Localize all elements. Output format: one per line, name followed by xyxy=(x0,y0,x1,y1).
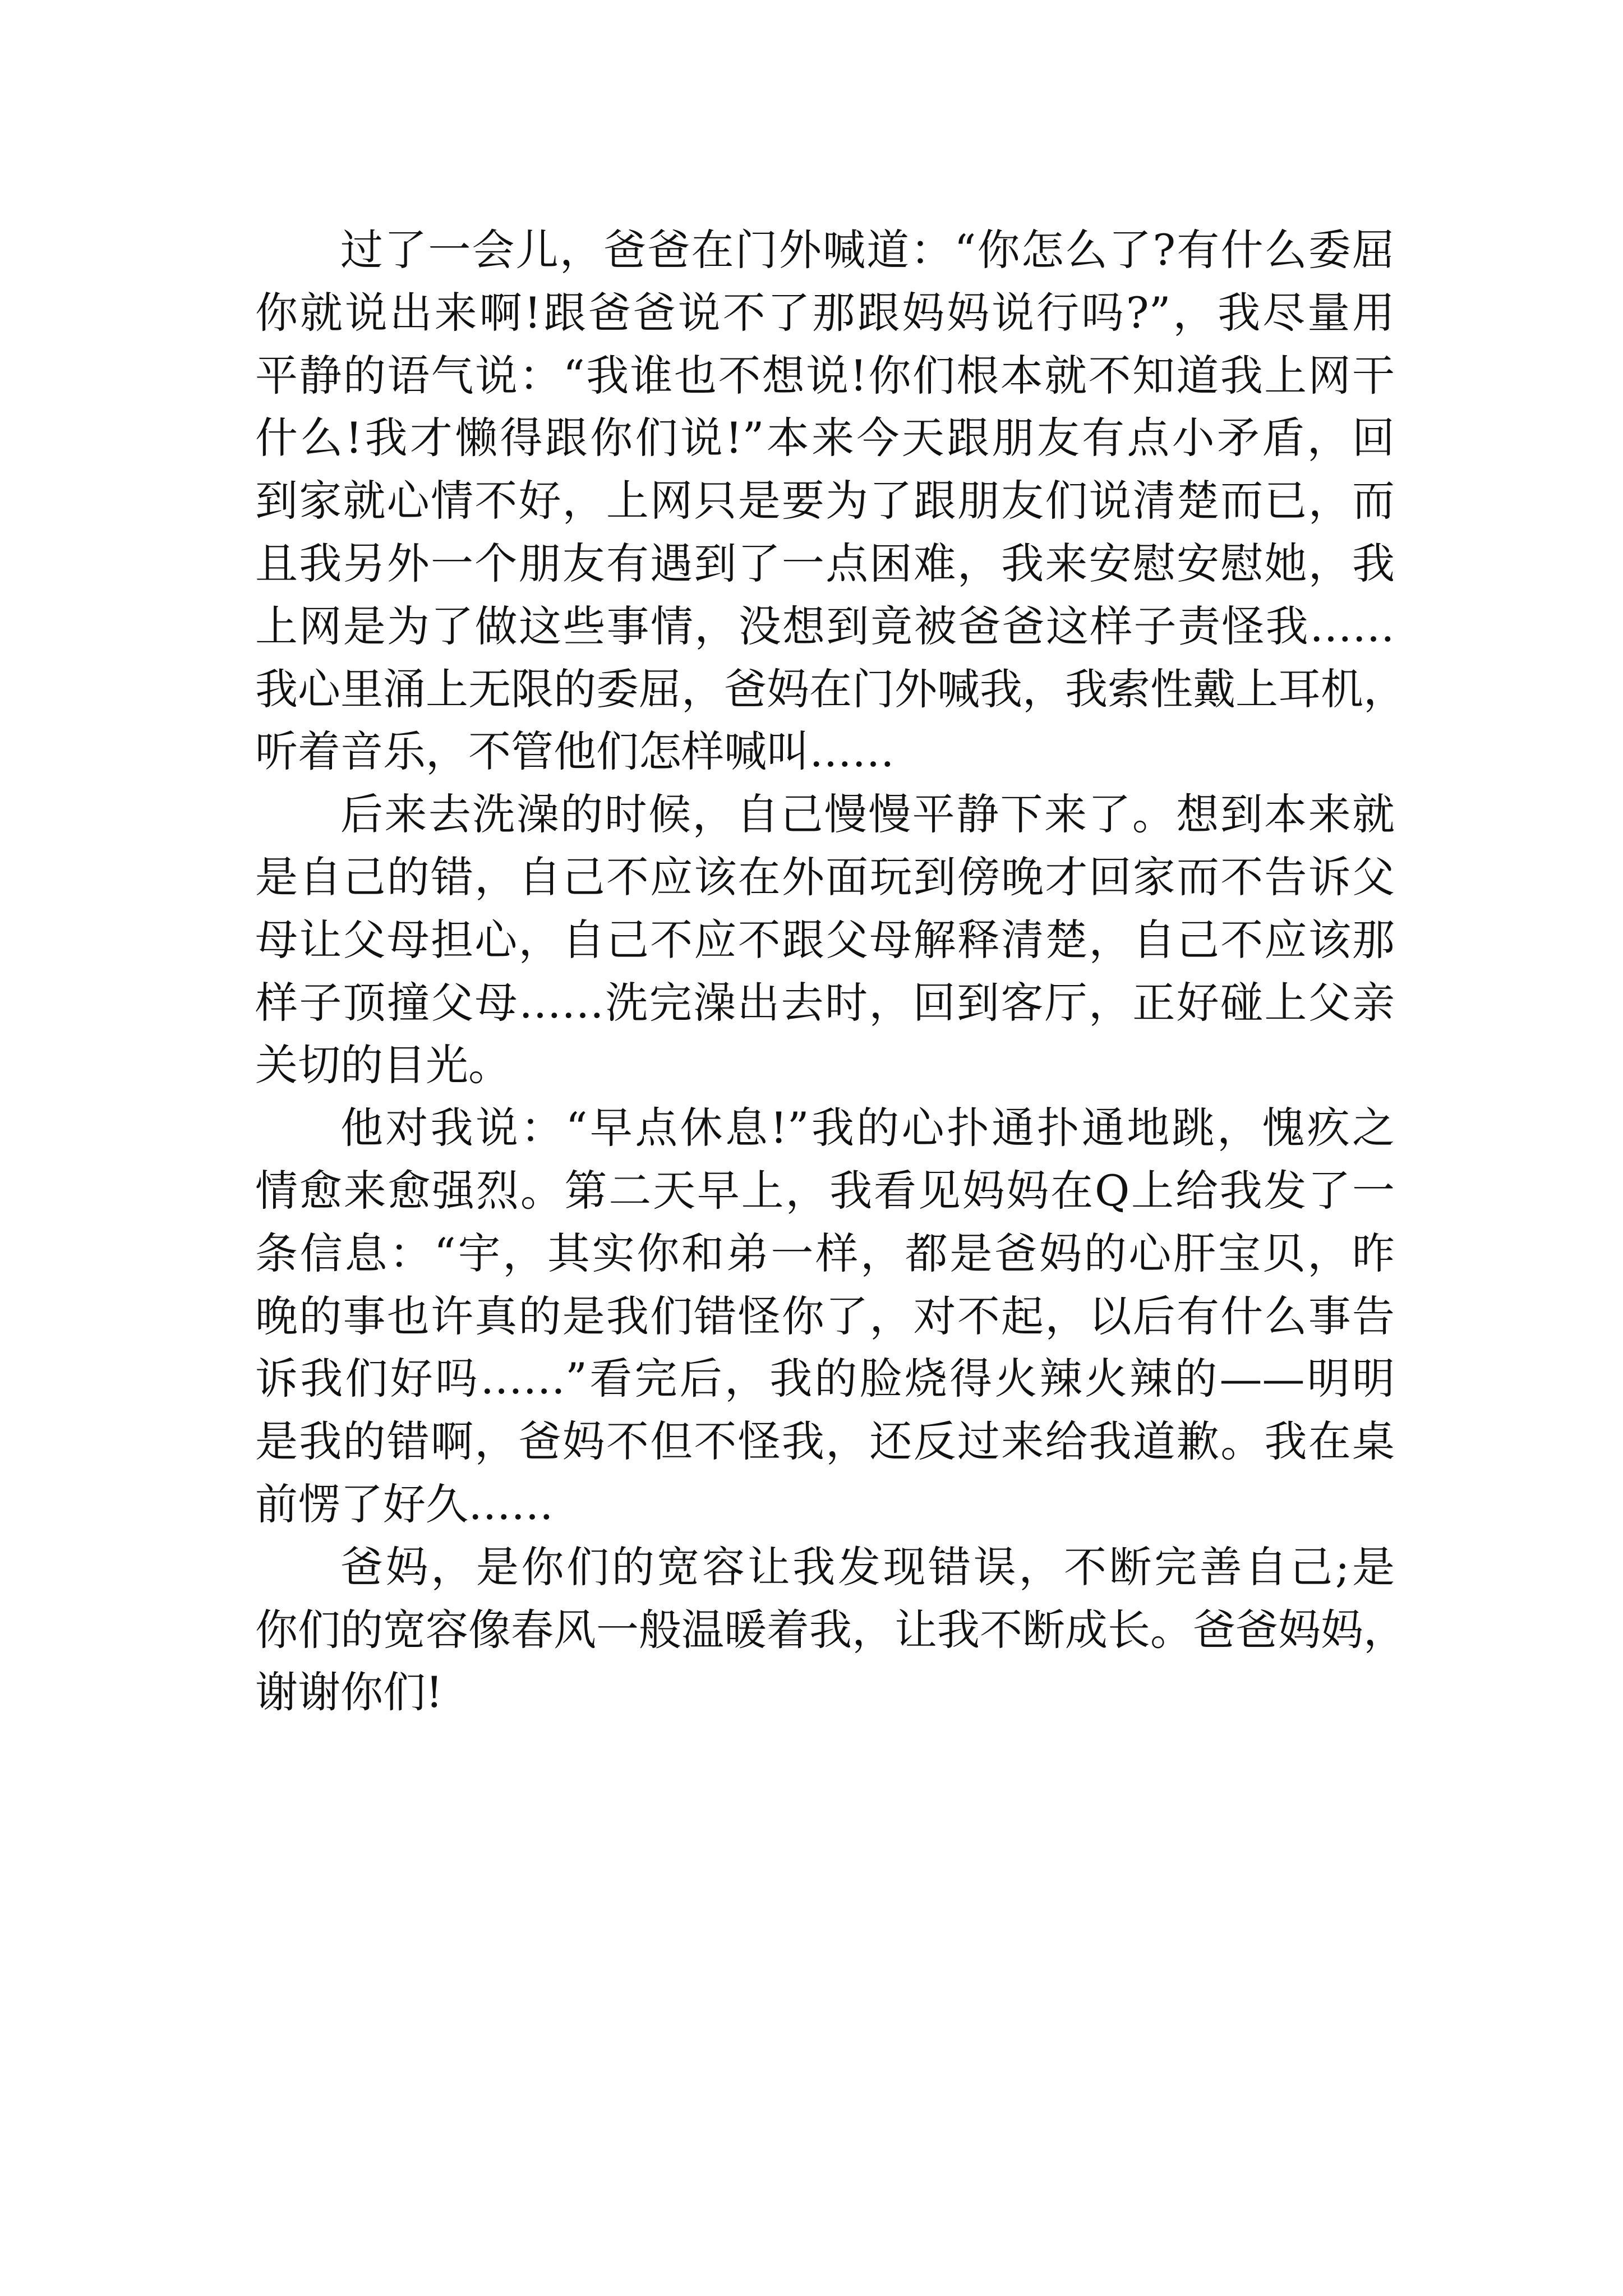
document-body xyxy=(255,219,1406,1724)
paragraph-line: 我心里涌上无限的委屈，爸妈在门外喊我，我索性戴上耳机， xyxy=(255,664,1406,714)
paragraph-line: 关切的目光。 xyxy=(255,1040,511,1091)
paragraph-2 xyxy=(255,783,1395,1097)
paragraph-line: 你就说出来啊!跟爸爸说不了那跟妈妈说行吗?”，我尽量用 xyxy=(255,287,1395,338)
paragraph-line: 什么!我才懒得跟你们说!”本来今天跟朋友有点小矛盾，回 xyxy=(255,413,1395,463)
paragraph-1 xyxy=(255,219,1406,783)
paragraph-4 xyxy=(255,1536,1406,1724)
paragraph-line: 前愣了好久…… xyxy=(255,1479,554,1529)
paragraph-line: 诉我们好吗……”看完后，我的脸烧得火辣火辣的——明明 xyxy=(255,1354,1395,1404)
paragraph-line: 平静的语气说：“我谁也不想说!你们根本就不知道我上网干 xyxy=(255,350,1395,401)
paragraph-line: 条信息：“宇，其实你和弟一样，都是爸妈的心肝宝贝，昨 xyxy=(255,1228,1395,1278)
paragraph-line: 上网是为了做这些事情，没想到竟被爸爸这样子责怪我…… xyxy=(255,601,1395,651)
paragraph-line: 后来去洗澡的时候，自己慢慢平静下来了。想到本来就 xyxy=(340,789,1395,840)
paragraph-line: 过了一会儿，爸爸在门外喊道：“你怎么了?有什么委屈 xyxy=(340,225,1395,275)
paragraph-line: 爸妈，是你们的宽容让我发现错误，不断完善自己;是 xyxy=(340,1542,1395,1592)
paragraph-line: 是我的错啊，爸妈不但不怪我，还反过来给我道歉。我在桌 xyxy=(255,1416,1395,1467)
paragraph-line: 样子顶撞父母……洗完澡出去时，回到客厅，正好碰上父亲 xyxy=(255,977,1395,1028)
paragraph-line: 且我另外一个朋友有遇到了一点困难，我来安慰安慰她，我 xyxy=(255,538,1395,588)
paragraph-3 xyxy=(255,1097,1395,1536)
paragraph-line: 他对我说：“早点休息!”我的心扑通扑通地跳，愧疚之 xyxy=(340,1103,1395,1153)
paragraph-line: 是自己的错，自己不应该在外面玩到傍晚才回家而不告诉父 xyxy=(255,852,1395,902)
paragraph-line: 到家就心情不好，上网只是要为了跟朋友们说清楚而已，而 xyxy=(255,476,1395,526)
paragraph-line: 你们的宽容像春风一般温暖着我，让我不断成长。爸爸妈妈， xyxy=(255,1604,1406,1655)
paragraph-line: 听着音乐，不管他们怎样喊叫…… xyxy=(255,726,895,777)
paragraph-line: 谢谢你们! xyxy=(255,1667,443,1718)
paragraph-line: 晚的事也许真的是我们错怪你了，对不起，以后有什么事告 xyxy=(255,1291,1395,1341)
paragraph-line: 母让父母担心，自己不应不跟父母解释清楚，自己不应该那 xyxy=(255,914,1395,965)
paragraph-line: 情愈来愈强烈。第二天早上，我看见妈妈在Q上给我发了一 xyxy=(255,1165,1395,1216)
